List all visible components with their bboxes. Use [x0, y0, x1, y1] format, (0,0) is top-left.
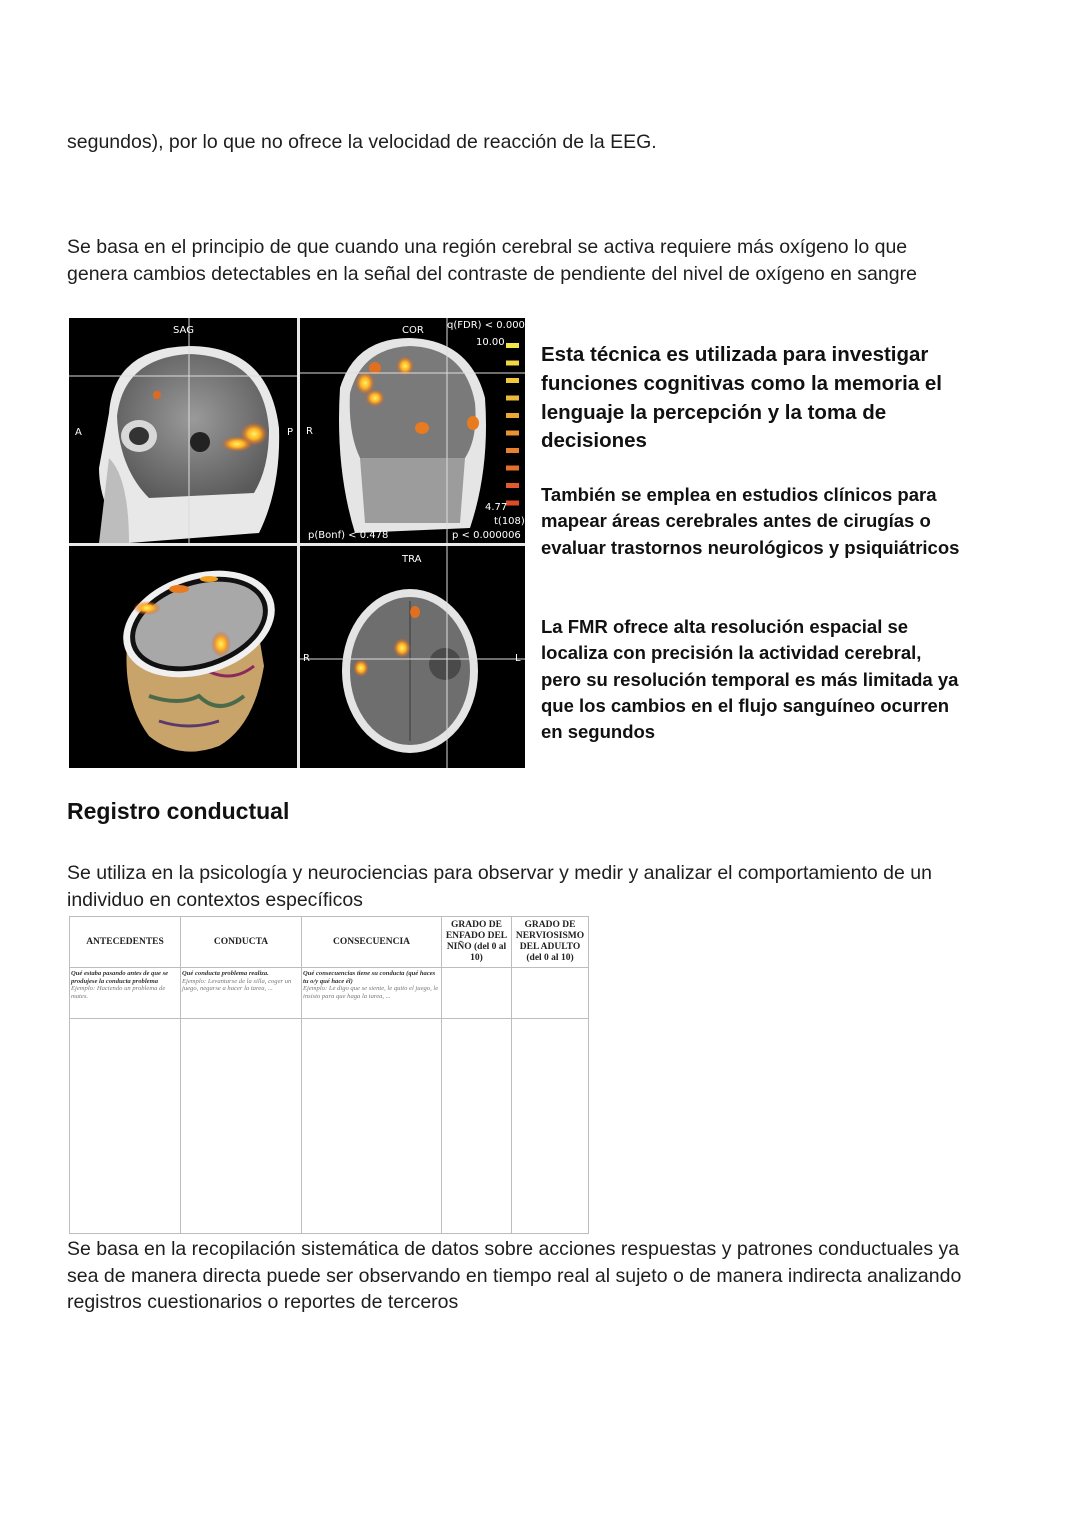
posterior-label: P: [287, 427, 294, 438]
header-grado-nerviosismo: GRADO DE NERVIOSISMO DEL ADULTO (del 0 al 10): [512, 917, 589, 968]
header-consecuencia: CONSECUENCIA: [302, 917, 442, 968]
fmri-figure: [69, 318, 525, 768]
header-grado-enfado: GRADO DE ENFADO DEL NIÑO (del 0 al 10): [442, 917, 512, 968]
fdr-threshold-label: q(FDR) < 0.000: [447, 320, 525, 331]
principle-paragraph: Se basa en el principio de que cuando una región cerebral se activa requiere más oxígeno lo que genera cambios detectables en la señal del contraste de pendiente del nivel de oxígeno en sangre: [67, 236, 917, 285]
sagittal-panel: [69, 318, 297, 543]
table-cell[interactable]: [512, 1019, 589, 1234]
table-blank-row: [70, 1019, 589, 1234]
table-cell[interactable]: [302, 968, 442, 1019]
table-example-row: [70, 968, 589, 1019]
cell-example: Ejemplo: Levantarse de la silla, coger un juego, negarse a hacer la tarea, ...: [182, 977, 292, 993]
color-scale-bar: [506, 501, 519, 506]
color-scale-bar: [506, 413, 519, 418]
table-cell[interactable]: [512, 968, 589, 1019]
coronal-panel: [300, 318, 525, 543]
table-cell[interactable]: [181, 1019, 302, 1234]
color-scale-bar: [506, 431, 519, 436]
section-intro-paragraph: Se utiliza en la psicología y neurociencias para observar y medir y analizar el comportamiento de un individuo en contextos específicos: [67, 862, 932, 911]
color-scale-bar: [506, 483, 519, 488]
header-antecedentes: ANTECEDENTES: [70, 917, 181, 968]
coronal-title: COR: [402, 325, 424, 336]
side-note-cognitive-functions: Esta técnica es utilizada para investigar funciones cognitivas como la memoria el lenguaje la percepción y la toma de decisiones: [541, 343, 943, 453]
color-scale-bar: [506, 466, 519, 471]
cell-example: Ejemplo: Le digo que se siente, le quito el juego, le insisto para que haga la tarea, ...: [303, 985, 439, 1000]
scale-min-label: 4.77: [485, 502, 508, 513]
table-cell[interactable]: [70, 1019, 181, 1234]
table-header-row: [70, 917, 589, 968]
side-note-resolution: La FMR ofrece alta resolución espacial se localiza con precisión la actividad cerebral, pero su resolución temporal es más limitada ya que los cambios en el flujo sanguíneo ocurren en segundos: [541, 616, 959, 743]
transversal-panel: [300, 546, 525, 768]
bonferroni-label: p(Bonf) < 0.478: [308, 530, 389, 541]
color-scale-bar: [506, 448, 519, 453]
transversal-mri-image: [300, 546, 525, 768]
cell-example: Ejemplo: Haciendo un problema de mates.: [71, 985, 166, 1000]
section-closing-paragraph: Se basa en la recopilación sistemática de datos sobre acciones respuestas y patrones conductuales ya sea de manera directa puede ser observando en tiempo real al sujeto o de manera indirecta analizando registros cuestionarios o reportes de terceros: [67, 1238, 962, 1313]
right-label: R: [303, 653, 310, 664]
3d-head-render-image: [69, 546, 297, 768]
anterior-label: A: [75, 427, 82, 438]
color-scale-bar: [506, 396, 519, 401]
color-scale-bar: [506, 361, 519, 366]
left-label: L: [515, 653, 521, 664]
table-cell[interactable]: [442, 1019, 512, 1234]
cell-question: Qué consecuencias tiene su conducta (qué haces tu o/y qué hace él): [303, 970, 436, 985]
table-cell[interactable]: [181, 968, 302, 1019]
table-cell[interactable]: [442, 968, 512, 1019]
scale-max-label: 10.00: [476, 337, 505, 348]
section-heading: Registro conductual: [67, 798, 290, 824]
header-conducta: CONDUCTA: [181, 917, 302, 968]
right-side-label: R: [306, 426, 313, 437]
sagittal-mri-image: [69, 318, 297, 543]
cell-question: Qué estaba pasando antes de que se produjese la conducta problema: [71, 970, 169, 985]
color-scale-bar: [506, 378, 519, 383]
sagittal-title: SAG: [173, 325, 194, 336]
behavior-record-table: [69, 916, 589, 1234]
transversal-title: TRA: [402, 554, 422, 565]
table-cell[interactable]: [302, 1019, 442, 1234]
intro-tail-paragraph: segundos), por lo que no ofrece la velocidad de reacción de la EEG.: [67, 131, 657, 153]
side-note-clinical-studies: También se emplea en estudios clínicos para mapear áreas cerebrales antes de cirugías o evaluar trastornos neurológicos y psiquiátricos: [541, 484, 960, 558]
t-stat-label: t(108): [494, 516, 525, 527]
cell-question: Qué conducta problema realiza.: [182, 970, 269, 977]
3d-render-panel: [69, 546, 297, 768]
color-scale-bar: [506, 343, 519, 348]
p-value-label: p < 0.000006: [452, 530, 521, 541]
table-cell[interactable]: [70, 968, 181, 1019]
